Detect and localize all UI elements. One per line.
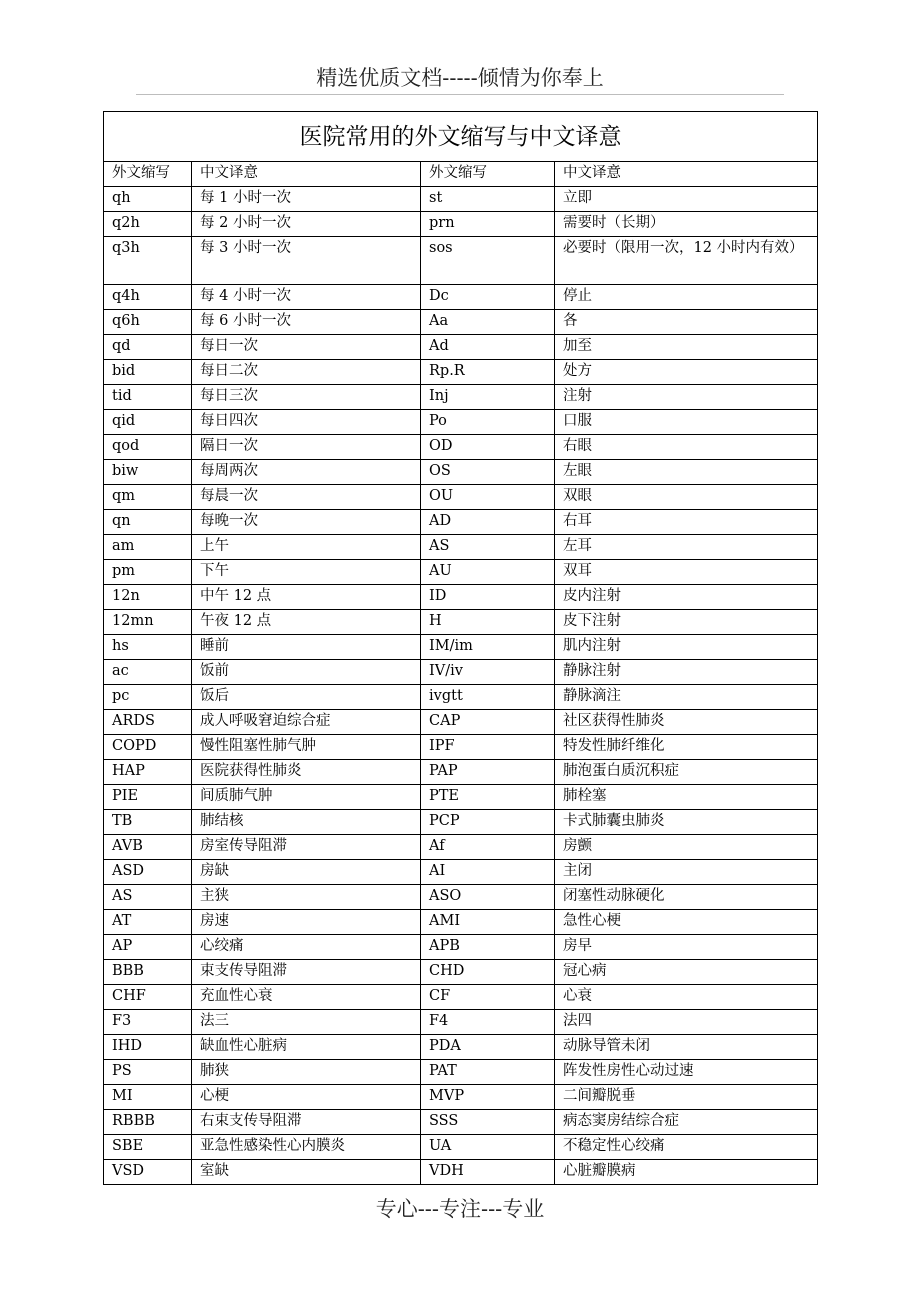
meaning-cell: 左耳 bbox=[555, 535, 818, 560]
meaning-cell: 充血性心衰 bbox=[192, 985, 421, 1010]
abbreviation-cell: SSS bbox=[421, 1110, 555, 1135]
meaning-cell: 中午 12 点 bbox=[192, 585, 421, 610]
abbreviation-cell: q3h bbox=[104, 237, 192, 285]
meaning-cell: 右眼 bbox=[555, 435, 818, 460]
abbreviation-cell: sos bbox=[421, 237, 555, 285]
abbreviation-cell: F3 bbox=[104, 1010, 192, 1035]
abbreviation-cell: q4h bbox=[104, 285, 192, 310]
meaning-cell: 冠心病 bbox=[555, 960, 818, 985]
meaning-cell: 肺栓塞 bbox=[555, 785, 818, 810]
abbreviation-cell: CHD bbox=[421, 960, 555, 985]
meaning-cell: 饭前 bbox=[192, 660, 421, 685]
meaning-cell: 缺血性心脏病 bbox=[192, 1035, 421, 1060]
abbreviation-cell: qod bbox=[104, 435, 192, 460]
meaning-cell: 各 bbox=[555, 310, 818, 335]
meaning-cell: 皮下注射 bbox=[555, 610, 818, 635]
meaning-cell: 心脏瓣膜病 bbox=[555, 1160, 818, 1185]
abbreviation-cell: MI bbox=[104, 1085, 192, 1110]
abbreviation-cell: RBBB bbox=[104, 1110, 192, 1135]
table-row bbox=[104, 1035, 818, 1060]
meaning-cell: 医院获得性肺炎 bbox=[192, 760, 421, 785]
abbreviation-cell: VDH bbox=[421, 1160, 555, 1185]
meaning-cell: 静脉注射 bbox=[555, 660, 818, 685]
table-row bbox=[104, 985, 818, 1010]
abbreviation-cell: PCP bbox=[421, 810, 555, 835]
meaning-cell: 闭塞性动脉硬化 bbox=[555, 885, 818, 910]
meaning-cell: 右束支传导阻滞 bbox=[192, 1110, 421, 1135]
abbreviation-cell: qh bbox=[104, 187, 192, 212]
table-row bbox=[104, 1160, 818, 1185]
table-title-row bbox=[104, 112, 818, 162]
meaning-cell: 口服 bbox=[555, 410, 818, 435]
table-row bbox=[104, 560, 818, 585]
abbreviation-cell: pm bbox=[104, 560, 192, 585]
meaning-cell: 特发性肺纤维化 bbox=[555, 735, 818, 760]
abbreviation-cell: 12mn bbox=[104, 610, 192, 635]
abbreviation-cell: PS bbox=[104, 1060, 192, 1085]
table-row bbox=[104, 1085, 818, 1110]
abbreviation-cell: Dc bbox=[421, 285, 555, 310]
abbreviation-cell: tid bbox=[104, 385, 192, 410]
meaning-cell: 每 4 小时一次 bbox=[192, 285, 421, 310]
meaning-cell: 肺泡蛋白质沉积症 bbox=[555, 760, 818, 785]
abbreviation-cell: ID bbox=[421, 585, 555, 610]
meaning-cell: 静脉滴注 bbox=[555, 685, 818, 710]
table-row bbox=[104, 510, 818, 535]
table-row bbox=[104, 535, 818, 560]
table-row bbox=[104, 310, 818, 335]
meaning-cell: 心梗 bbox=[192, 1085, 421, 1110]
abbreviation-cell: hs bbox=[104, 635, 192, 660]
meaning-cell: 注射 bbox=[555, 385, 818, 410]
meaning-cell: 主狭 bbox=[192, 885, 421, 910]
meaning-cell: 饭后 bbox=[192, 685, 421, 710]
abbreviation-cell: OU bbox=[421, 485, 555, 510]
meaning-cell: 成人呼吸窘迫综合症 bbox=[192, 710, 421, 735]
abbreviation-cell: PAT bbox=[421, 1060, 555, 1085]
abbreviation-cell: F4 bbox=[421, 1010, 555, 1035]
meaning-cell: 每日三次 bbox=[192, 385, 421, 410]
table-row bbox=[104, 810, 818, 835]
table-row bbox=[104, 285, 818, 310]
table-row bbox=[104, 835, 818, 860]
abbreviation-cell: AS bbox=[421, 535, 555, 560]
meaning-cell: 慢性阻塞性肺气肿 bbox=[192, 735, 421, 760]
table-row bbox=[104, 485, 818, 510]
meaning-cell: 左眼 bbox=[555, 460, 818, 485]
meaning-cell: 每 2 小时一次 bbox=[192, 212, 421, 237]
meaning-cell: 房颤 bbox=[555, 835, 818, 860]
abbreviation-cell: IPF bbox=[421, 735, 555, 760]
column-header: 中文译意 bbox=[192, 162, 421, 187]
meaning-cell: 房早 bbox=[555, 935, 818, 960]
meaning-cell: 每 6 小时一次 bbox=[192, 310, 421, 335]
meaning-cell: 阵发性房性心动过速 bbox=[555, 1060, 818, 1085]
meaning-cell: 房缺 bbox=[192, 860, 421, 885]
meaning-cell: 束支传导阻滞 bbox=[192, 960, 421, 985]
meaning-cell: 主闭 bbox=[555, 860, 818, 885]
meaning-cell: 每周两次 bbox=[192, 460, 421, 485]
table-row bbox=[104, 660, 818, 685]
table-row bbox=[104, 460, 818, 485]
abbreviation-cell: IV/iv bbox=[421, 660, 555, 685]
abbreviation-cell: qm bbox=[104, 485, 192, 510]
meaning-cell: 每晨一次 bbox=[192, 485, 421, 510]
abbreviation-cell: AVB bbox=[104, 835, 192, 860]
table-row bbox=[104, 1135, 818, 1160]
abbreviation-cell: COPD bbox=[104, 735, 192, 760]
abbreviation-cell: Aa bbox=[421, 310, 555, 335]
table-row bbox=[104, 710, 818, 735]
meaning-cell: 午夜 12 点 bbox=[192, 610, 421, 635]
abbreviation-cell: BBB bbox=[104, 960, 192, 985]
abbreviation-cell: VSD bbox=[104, 1160, 192, 1185]
abbreviation-cell: pc bbox=[104, 685, 192, 710]
abbreviation-cell: UA bbox=[421, 1135, 555, 1160]
table-row bbox=[104, 935, 818, 960]
abbreviation-cell: AT bbox=[104, 910, 192, 935]
meaning-cell: 心绞痛 bbox=[192, 935, 421, 960]
meaning-cell: 每日二次 bbox=[192, 360, 421, 385]
abbreviation-cell: CHF bbox=[104, 985, 192, 1010]
abbreviation-cell: SBE bbox=[104, 1135, 192, 1160]
table-row bbox=[104, 360, 818, 385]
table-row bbox=[104, 187, 818, 212]
table-row bbox=[104, 610, 818, 635]
meaning-cell: 每日一次 bbox=[192, 335, 421, 360]
abbreviation-cell: q6h bbox=[104, 310, 192, 335]
meaning-cell: 心衰 bbox=[555, 985, 818, 1010]
table-title: 医院常用的外文缩写与中文译意 bbox=[104, 112, 818, 162]
meaning-cell: 右耳 bbox=[555, 510, 818, 535]
table-row bbox=[104, 885, 818, 910]
meaning-cell: 睡前 bbox=[192, 635, 421, 660]
abbreviation-cell: AS bbox=[104, 885, 192, 910]
table-row bbox=[104, 410, 818, 435]
column-header: 中文译意 bbox=[555, 162, 818, 187]
table-row bbox=[104, 1110, 818, 1135]
column-header: 外文缩写 bbox=[104, 162, 192, 187]
meaning-cell: 加至 bbox=[555, 335, 818, 360]
abbreviation-cell: 12n bbox=[104, 585, 192, 610]
abbreviation-cell: OD bbox=[421, 435, 555, 460]
meaning-cell: 二间瓣脱垂 bbox=[555, 1085, 818, 1110]
meaning-cell: 肺狭 bbox=[192, 1060, 421, 1085]
meaning-cell: 不稳定性心绞痛 bbox=[555, 1135, 818, 1160]
meaning-cell: 法三 bbox=[192, 1010, 421, 1035]
abbreviation-cell: AD bbox=[421, 510, 555, 535]
abbreviation-cell: st bbox=[421, 187, 555, 212]
abbreviation-cell: biw bbox=[104, 460, 192, 485]
abbreviation-cell: IM/im bbox=[421, 635, 555, 660]
meaning-cell: 每 1 小时一次 bbox=[192, 187, 421, 212]
abbreviation-cell: CF bbox=[421, 985, 555, 1010]
meaning-cell: 肌内注射 bbox=[555, 635, 818, 660]
table-row bbox=[104, 635, 818, 660]
table-row bbox=[104, 685, 818, 710]
abbreviation-cell: PDA bbox=[421, 1035, 555, 1060]
abbreviation-cell: prn bbox=[421, 212, 555, 237]
meaning-cell: 处方 bbox=[555, 360, 818, 385]
abbreviation-cell: ac bbox=[104, 660, 192, 685]
meaning-cell: 停止 bbox=[555, 285, 818, 310]
table-header-row bbox=[104, 162, 818, 187]
abbreviation-cell: PTE bbox=[421, 785, 555, 810]
meaning-cell: 需要时（长期） bbox=[555, 212, 818, 237]
table-row bbox=[104, 760, 818, 785]
meaning-cell: 室缺 bbox=[192, 1160, 421, 1185]
abbreviation-cell: Po bbox=[421, 410, 555, 435]
meaning-cell: 房室传导阻滞 bbox=[192, 835, 421, 860]
meaning-cell: 动脉导管未闭 bbox=[555, 1035, 818, 1060]
meaning-cell: 病态窦房结综合症 bbox=[555, 1110, 818, 1135]
table-row bbox=[104, 212, 818, 237]
abbreviation-cell: ARDS bbox=[104, 710, 192, 735]
abbreviation-cell: qn bbox=[104, 510, 192, 535]
abbreviation-cell: Af bbox=[421, 835, 555, 860]
abbreviation-table bbox=[103, 111, 818, 1185]
abbreviation-cell: HAP bbox=[104, 760, 192, 785]
abbreviation-cell: APB bbox=[421, 935, 555, 960]
meaning-cell: 双耳 bbox=[555, 560, 818, 585]
page-header: 精选优质文档-----倾情为你奉上 bbox=[316, 66, 604, 90]
table-row bbox=[104, 1060, 818, 1085]
meaning-cell: 急性心梗 bbox=[555, 910, 818, 935]
meaning-cell: 双眼 bbox=[555, 485, 818, 510]
abbreviation-cell: ASO bbox=[421, 885, 555, 910]
column-header: 外文缩写 bbox=[421, 162, 555, 187]
meaning-cell: 皮内注射 bbox=[555, 585, 818, 610]
abbreviation-cell: MVP bbox=[421, 1085, 555, 1110]
meaning-cell: 每晚一次 bbox=[192, 510, 421, 535]
header-rule bbox=[136, 94, 784, 95]
table-row bbox=[104, 1010, 818, 1035]
meaning-cell: 房速 bbox=[192, 910, 421, 935]
abbreviation-cell: am bbox=[104, 535, 192, 560]
abbreviation-cell: AMI bbox=[421, 910, 555, 935]
meaning-cell: 下午 bbox=[192, 560, 421, 585]
abbreviation-cell: AP bbox=[104, 935, 192, 960]
meaning-cell: 社区获得性肺炎 bbox=[555, 710, 818, 735]
abbreviation-cell: qd bbox=[104, 335, 192, 360]
meaning-cell: 间质肺气肿 bbox=[192, 785, 421, 810]
meaning-cell: 亚急性感染性心内膜炎 bbox=[192, 1135, 421, 1160]
abbreviation-cell: Inj bbox=[421, 385, 555, 410]
abbreviation-cell: PIE bbox=[104, 785, 192, 810]
meaning-cell: 肺结核 bbox=[192, 810, 421, 835]
meaning-cell: 每 3 小时一次 bbox=[192, 237, 421, 285]
table-row bbox=[104, 335, 818, 360]
meaning-cell: 上午 bbox=[192, 535, 421, 560]
abbreviation-cell: IHD bbox=[104, 1035, 192, 1060]
meaning-cell: 卡式肺囊虫肺炎 bbox=[555, 810, 818, 835]
table-row bbox=[104, 785, 818, 810]
abbreviation-cell: q2h bbox=[104, 212, 192, 237]
abbreviation-cell: TB bbox=[104, 810, 192, 835]
table-row bbox=[104, 960, 818, 985]
meaning-cell: 立即 bbox=[555, 187, 818, 212]
page-footer: 专心---专注---专业 bbox=[375, 1197, 545, 1221]
table-row bbox=[104, 860, 818, 885]
abbreviation-cell: CAP bbox=[421, 710, 555, 735]
abbreviation-cell: H bbox=[421, 610, 555, 635]
table-row bbox=[104, 385, 818, 410]
table-row bbox=[104, 910, 818, 935]
meaning-cell: 必要时（限用一次，12 小时内有效） bbox=[555, 237, 818, 285]
abbreviation-cell: qid bbox=[104, 410, 192, 435]
table-row bbox=[104, 585, 818, 610]
table-row bbox=[104, 237, 818, 285]
abbreviation-cell: bid bbox=[104, 360, 192, 385]
table-row bbox=[104, 735, 818, 760]
abbreviation-cell: AI bbox=[421, 860, 555, 885]
abbreviation-cell: ivgtt bbox=[421, 685, 555, 710]
abbreviation-cell: AU bbox=[421, 560, 555, 585]
table-row bbox=[104, 435, 818, 460]
meaning-cell: 隔日一次 bbox=[192, 435, 421, 460]
abbreviation-cell: Rp.R bbox=[421, 360, 555, 385]
abbreviation-cell: PAP bbox=[421, 760, 555, 785]
meaning-cell: 法四 bbox=[555, 1010, 818, 1035]
meaning-cell: 每日四次 bbox=[192, 410, 421, 435]
abbreviation-cell: ASD bbox=[104, 860, 192, 885]
abbreviation-cell: Ad bbox=[421, 335, 555, 360]
abbreviation-cell: OS bbox=[421, 460, 555, 485]
